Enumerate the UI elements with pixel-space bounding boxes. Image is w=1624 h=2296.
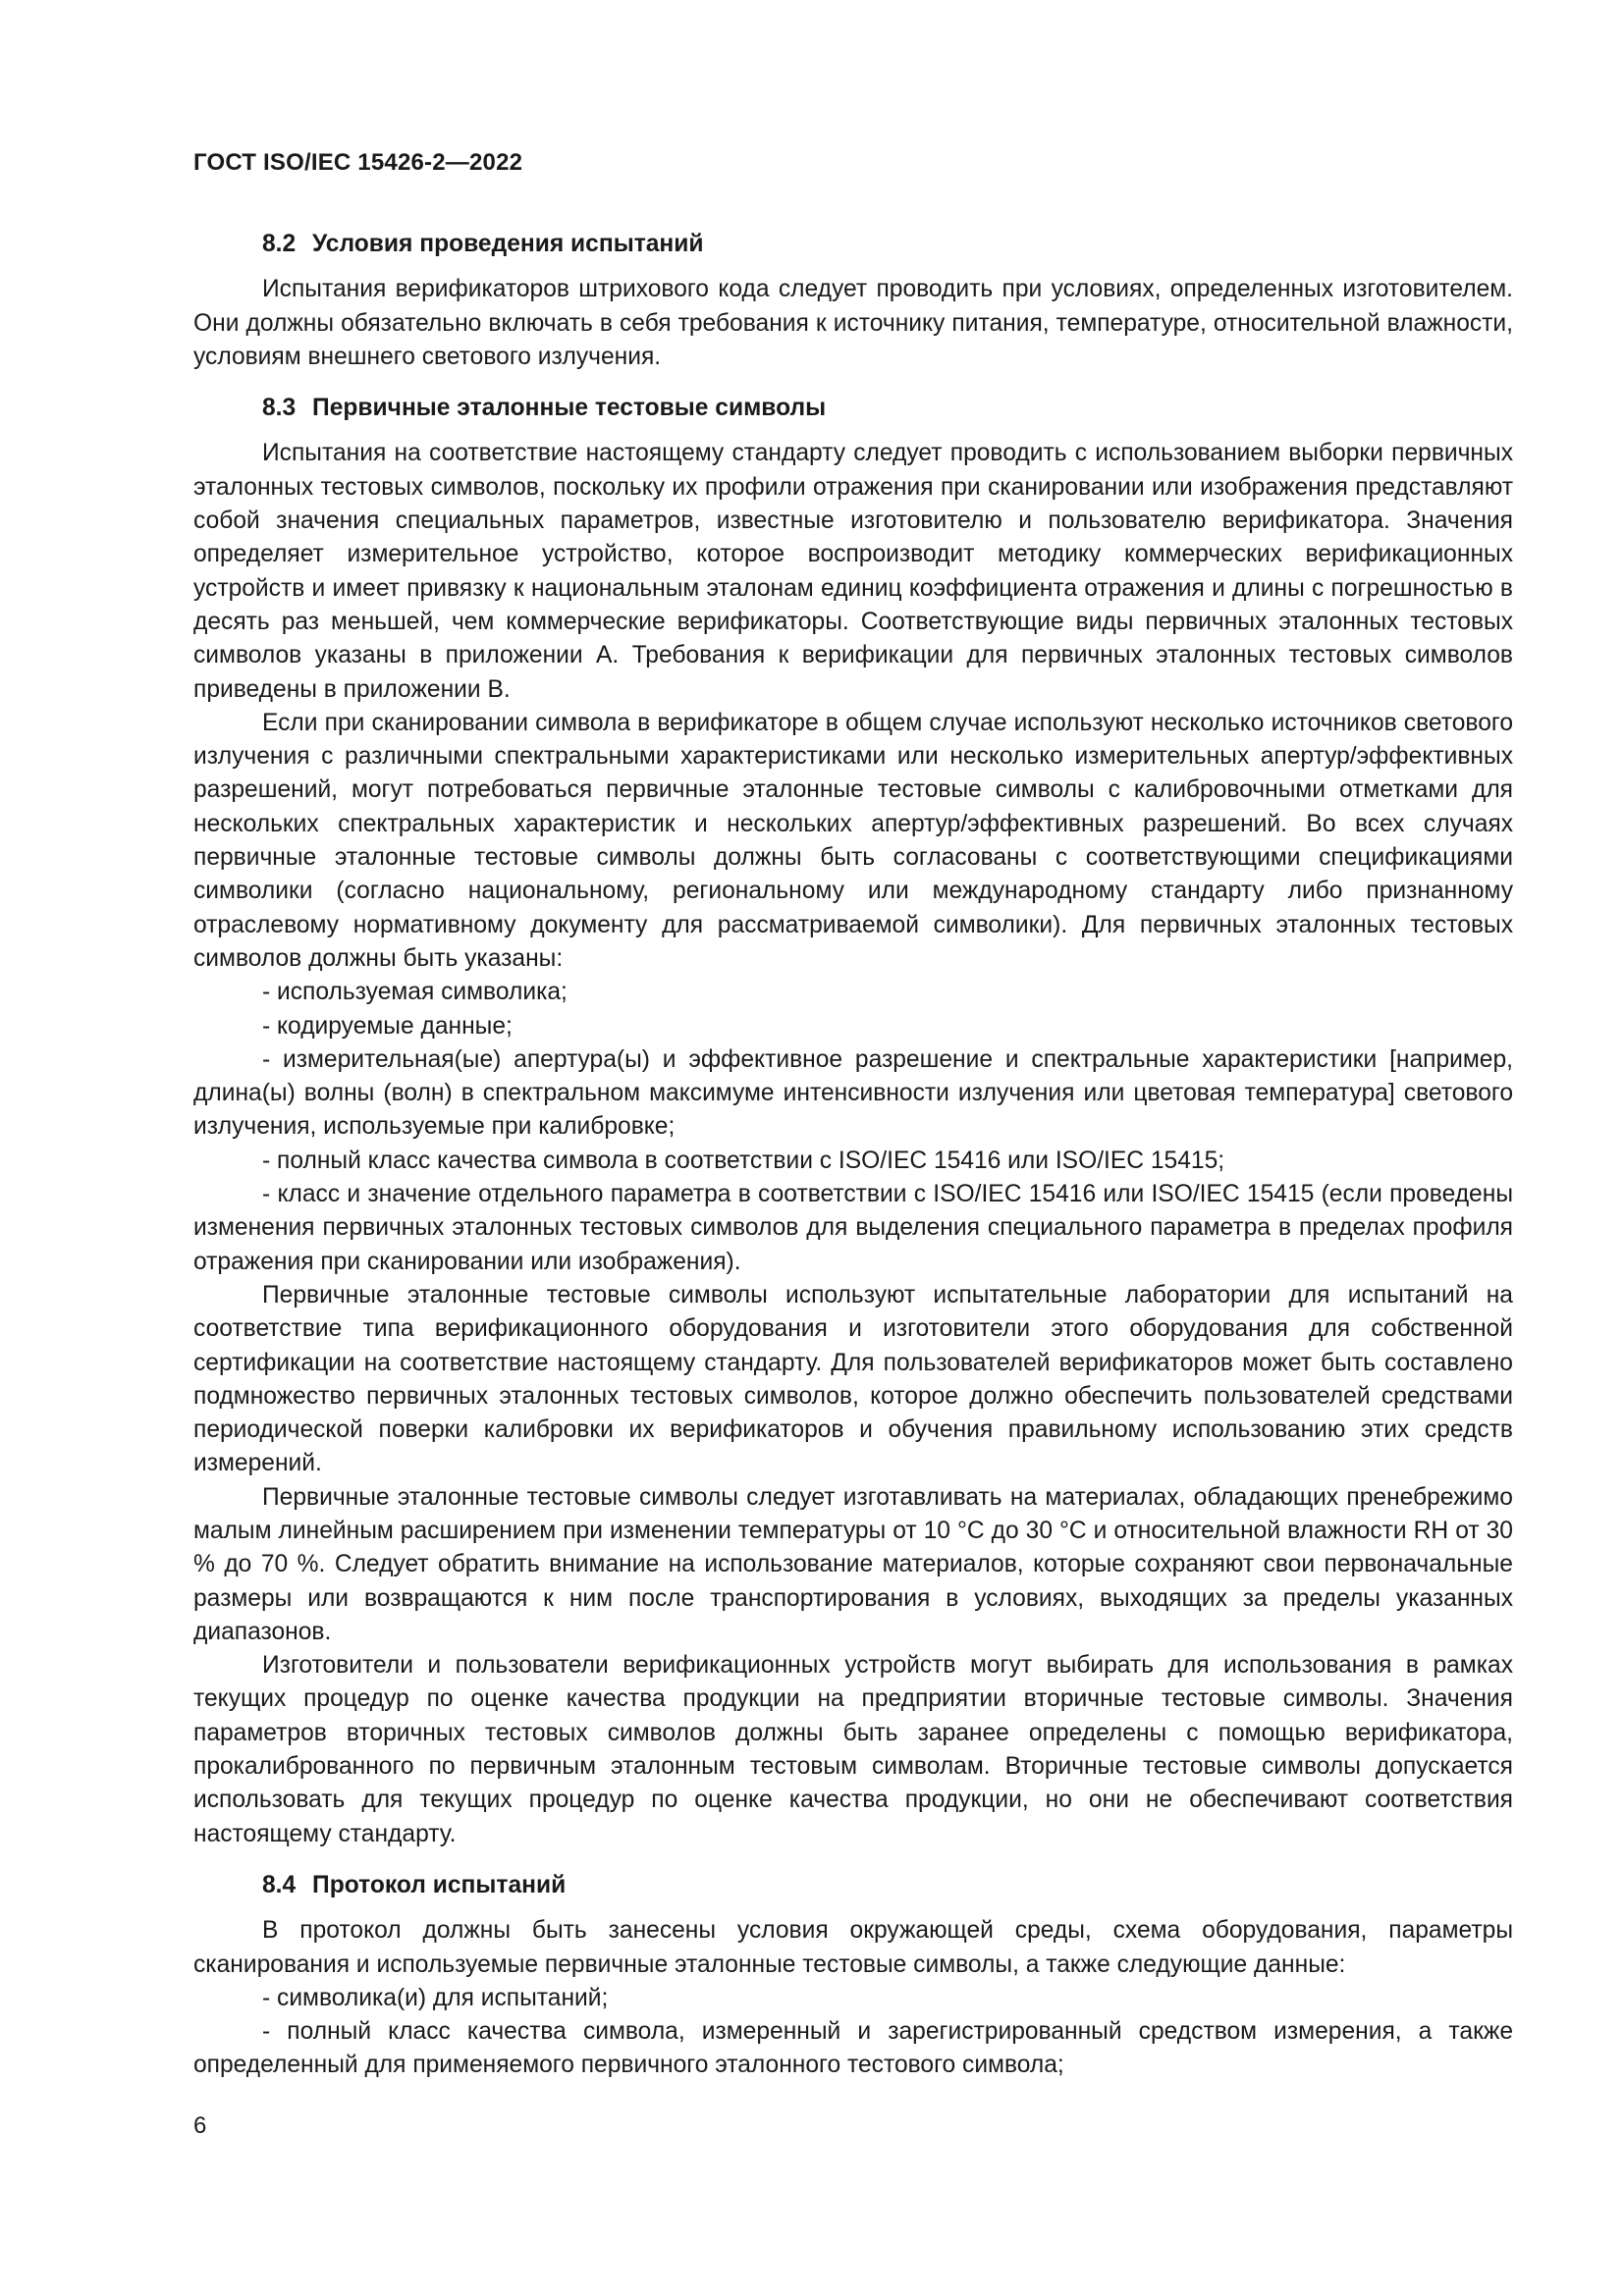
paragraph: В протокол должны быть занесены условия окружающей среды, схема оборудования, параметры сканирования и используемые первичные эталонные тестовые символы, а также следующие данные: (193, 1917, 1513, 1978)
list-item: - кодируемые данные; (262, 1012, 513, 1040)
list-item: - полный класс качества символа, измеренный и зарегистрированный средством измерения, а также определенный для применяемого первичного эталонного тестового символа; (193, 2018, 1513, 2079)
list-item: - полный класс качества символа в соответствии с ISO/IEC 15416 или ISO/IEC 15415; (262, 1147, 1225, 1174)
section-heading-8-4 (193, 1869, 1513, 1902)
section-number: 8.3 (262, 395, 297, 422)
section-title: Первичные эталонные тестовые символы (312, 395, 827, 422)
page-number: 6 (193, 2112, 207, 2139)
section-heading-8-3 (193, 392, 1513, 425)
document-body (193, 228, 1513, 2083)
paragraph: Испытания верификаторов штрихового кода следует проводить при условиях, определенных изготовителем. Они должны обязательно включать в себя требования к источнику питания, температуре, относительной влажности, условиям внешнего светового излучения. (193, 276, 1513, 370)
list-item: - символика(и) для испытаний; (262, 1984, 609, 2011)
section-number: 8.4 (262, 1871, 297, 1898)
paragraph: Изготовители и пользователи верификационных устройств могут выбирать для использования в рамках текущих процедур по оценке качества продукции на предприятии вторичные тестовые символы. Значения параметров вторичных тестовых символов должны быть заранее определены с помощью верификатора, прокалиброванного по первичным эталонным тестовым символам. Вторичные тестовые символы допускается использовать для текущих процедур по оценке качества продукции, но они не обеспечивают соответствия настоящему стандарту. (193, 1652, 1513, 1847)
section-title: Условия проведения испытаний (312, 231, 704, 257)
paragraph: Первичные эталонные тестовые символы следует изготавливать на материалах, обладающих пренебрежимо малым линейным расширением при изменении температуры от 10 °С до 30 °С и относительной влажности RH от 30 % до 70 %. Следует обратить внимание на использование материалов, которые сохраняют свои первоначальные размеры или возвращаются к ним после транспортирования в условиях, выходящих за пределы указанных диапазонов. (193, 1483, 1513, 1645)
paragraph: Если при сканировании символа в верификаторе в общем случае используют несколько источников светового излучения с различными спектральными характеристиками или несколько измерительных апертур/эффективных разрешений, могут потребоваться первичные эталонные тестовые символы с калибровочными отметками для нескольких спектральных характеристик и нескольких апертур/эффективных разрешений. Во всех случаях первичные эталонные тестовые символы должны быть согласованы с соответствующими спецификациями символики (согласно национальному, региональному или международному стандарту либо признанному отраслевому нормативному документу для рассматриваемой символики). Для первичных эталонных тестовых символов должны быть указаны: (193, 709, 1513, 972)
section-number: 8.2 (262, 231, 297, 257)
paragraph: Испытания на соответствие настоящему стандарту следует проводить с использованием выборки первичных эталонных тестовых символов, поскольку их профили отражения при сканировании или изображения представляют собой значения специальных параметров, известные изготовителю и пользователю верификатора. Значения определяет измерительное устройство, которое воспроизводит методику коммерческих верификационных устройств и имеет привязку к национальным эталонам единиц коэффициента отражения и длины с погрешностью в десять раз меньшей, чем коммерческие верификаторы. Соответствующие виды первичных эталонных тестовых символов указаны в приложении А. Требования к верификации для первичных эталонных тестовых символов приведены в приложении В. (193, 440, 1513, 703)
document-header: ГОСТ ISO/IEC 15426-2—2022 (193, 149, 523, 176)
section-title: Протокол испытаний (312, 1871, 567, 1898)
paragraph: Первичные эталонные тестовые символы используют испытательные лаборатории для испытаний на соответствие типа верификационного оборудования и изготовители этого оборудования для собственной сертификации на соответствие настоящему стандарту. Для пользователей верификаторов может быть составлено подмножество первичных эталонных тестовых символов, которое должно обеспечить пользователей средствами периодической поверки калибровки их верификаторов и обучения правильному использованию этих средств измерений. (193, 1281, 1513, 1477)
list-item: - измерительная(ые) апертура(ы) и эффективное разрешение и спектральные характеристики [например, длина(ы) волны (волн) в спектральном максимуме интенсивности излучения или цветовая температура] светового излучения, используемые при калибровке; (193, 1045, 1513, 1141)
list-item: - класс и значение отдельного параметра в соответствии с ISO/IEC 15416 или ISO/IEC 15415 (если проведены изменения первичных эталонных тестовых символов для выделения специального параметра в пределах профиля отражения при сканировании или изображения). (193, 1181, 1513, 1275)
section-heading-8-2 (193, 228, 1513, 261)
list-item: - используемая символика; (262, 979, 568, 1006)
